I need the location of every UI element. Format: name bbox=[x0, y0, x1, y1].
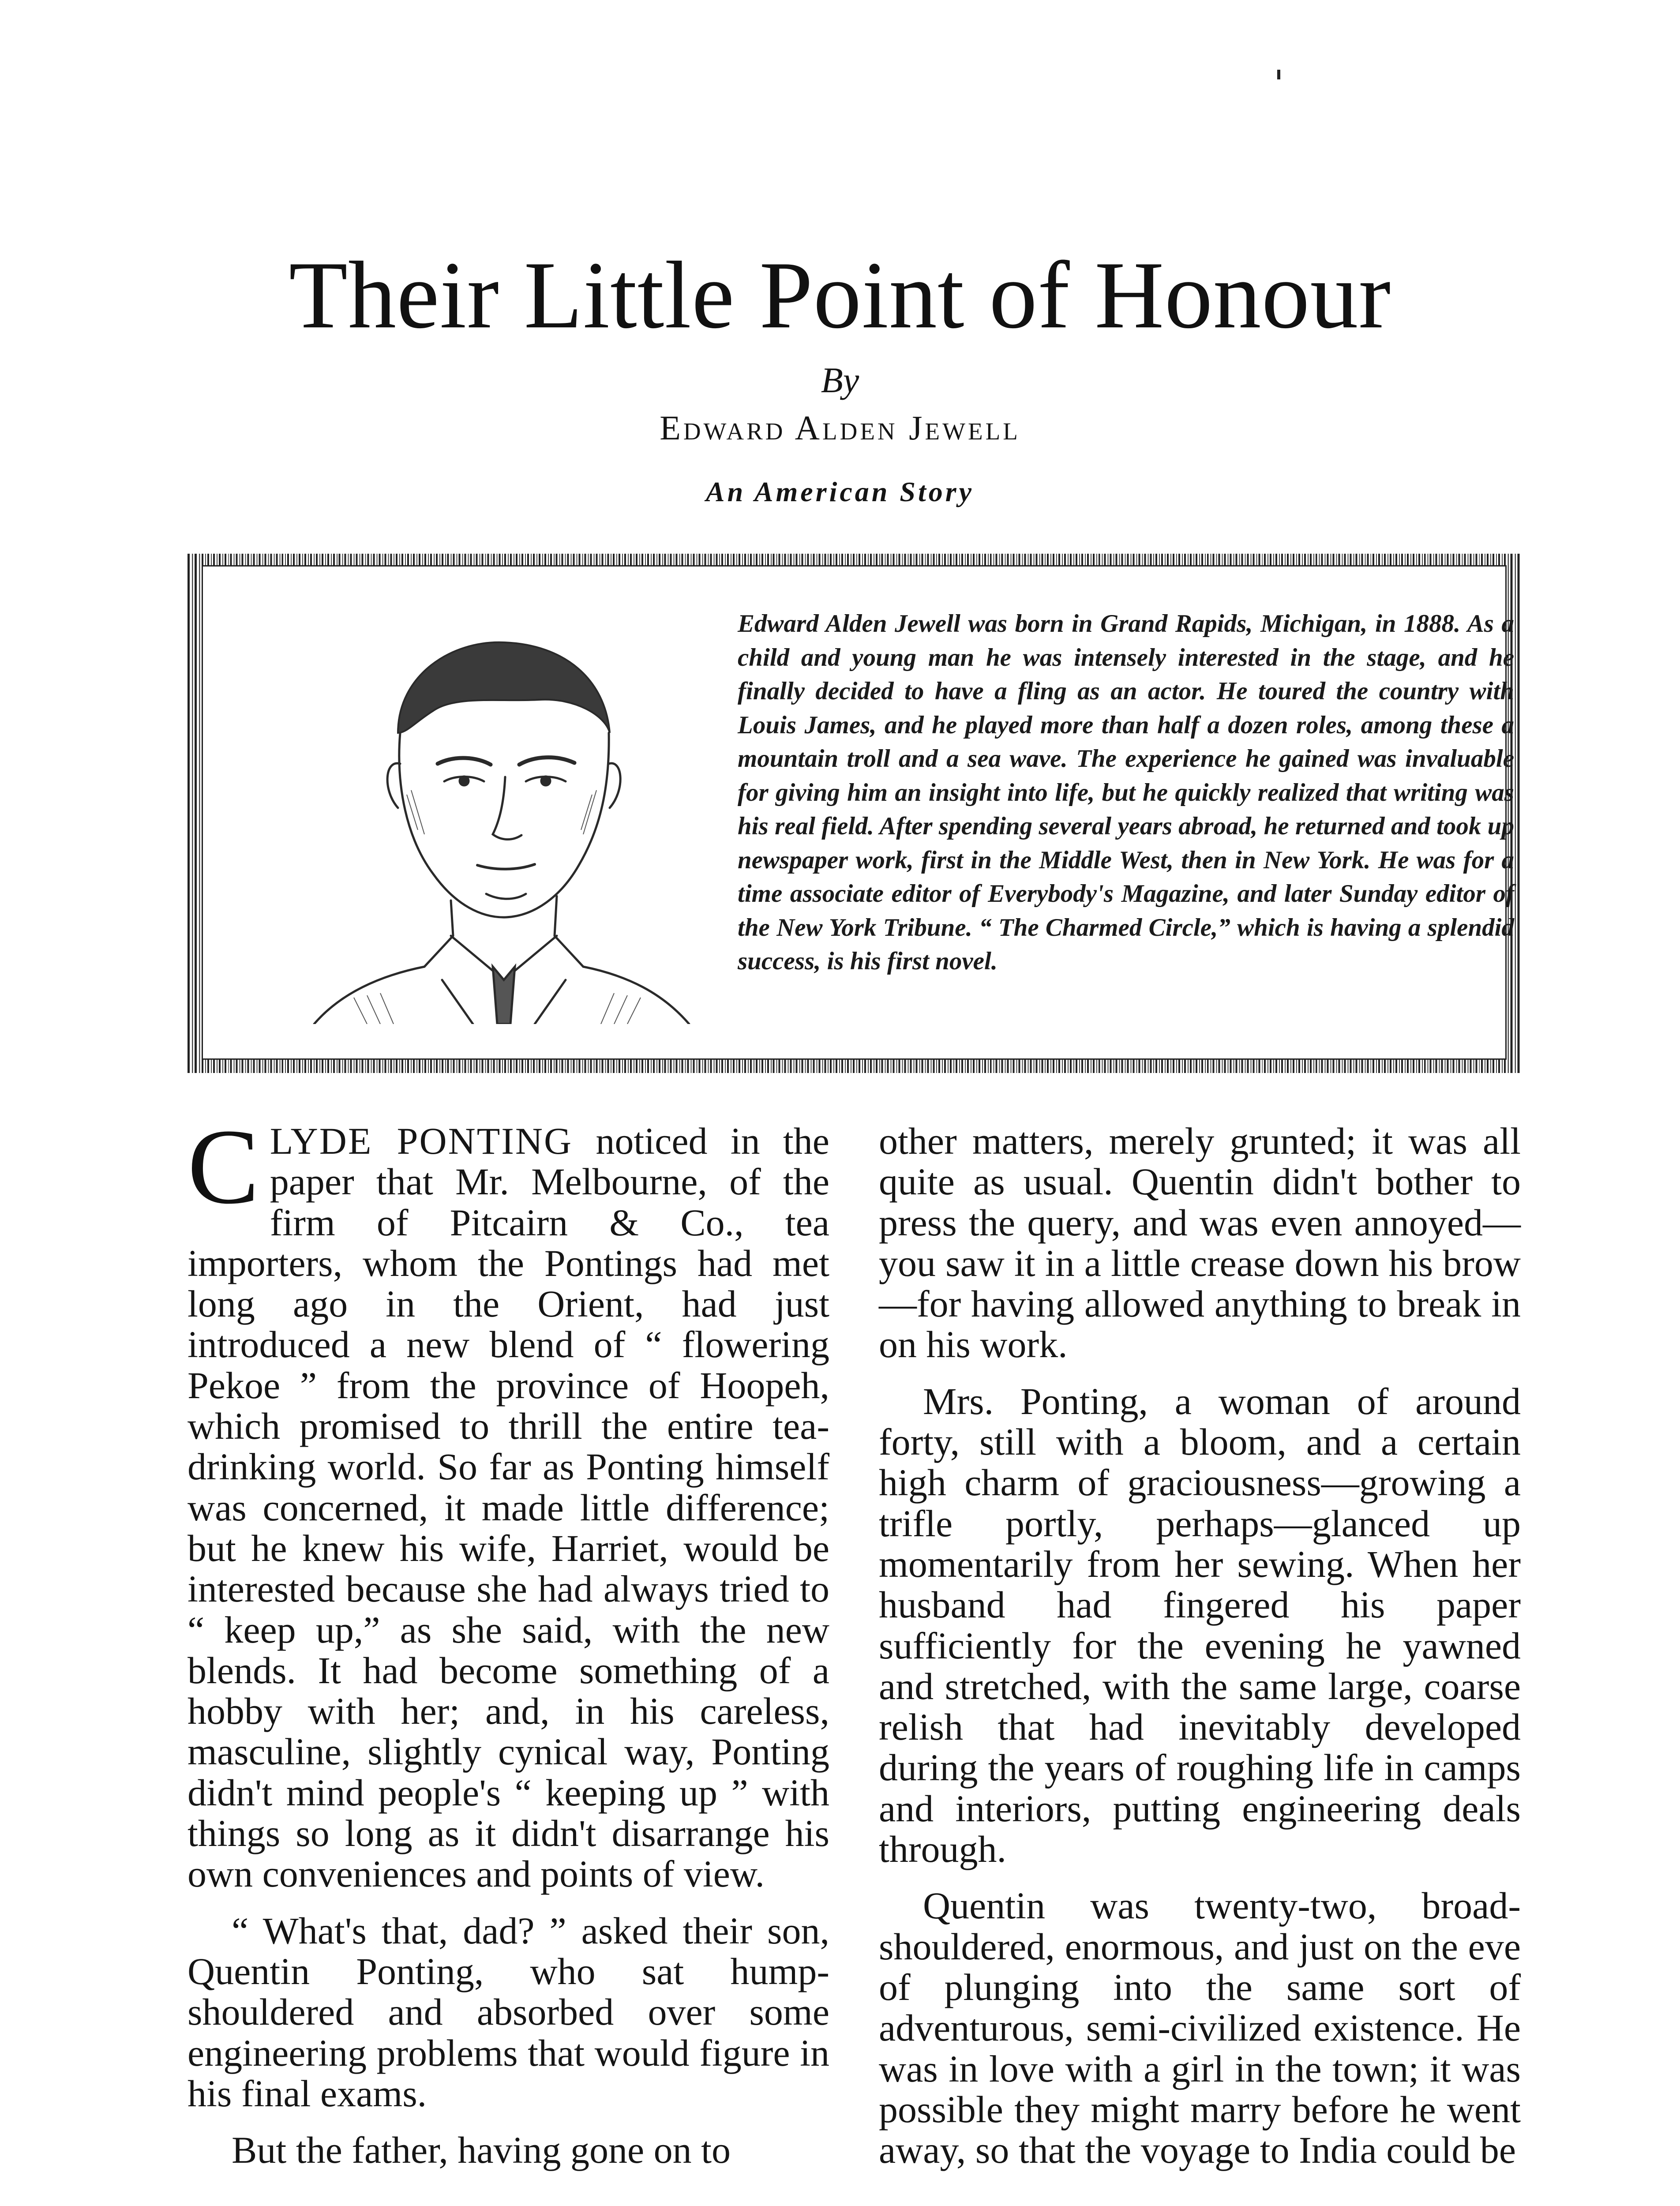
paragraph: “ What's that, dad? ” asked their son, Quentin Ponting, who sat hump-shouldered and absorbed over some engineering problems that would figure in his final exams. bbox=[188, 1909, 829, 2115]
paragraph: Quentin was twenty-two, broad-shouldered, enormous, and just on the eve of plunging into the same sort of adventurous, semi-civilized existence. He was in love with a girl in the town; it was possible they might marry before he went away, so that the voyage to India could be bbox=[879, 1884, 1521, 2172]
author-portrait-sketch bbox=[266, 600, 716, 1024]
paragraph bbox=[188, 1107, 829, 1895]
paragraph: Mrs. Ponting, a woman of around forty, still with a bloom, and a certain high charm of graciousness—growing a trifle portly, perhaps—glanced up momentarily from her sewing. When her husband had fingered his paper sufficiently for the evening he yawned and stretched, with the same large, coarse relish that had inevitably developed during the years of roughing life in camps and interiors, putting engineering deals through. bbox=[879, 1380, 1521, 1871]
author-biography: Edward Alden Jewell was born in Grand Rapids, Michigan, in 1888. As a child and young man he was intensely interested in the stage, and he finally decided to have a fling as an actor. He toured the country with Louis James, and he played more than half a dozen roles, among these a mountain troll and a sea wave. The experience he gained was invaluable for giving him an insight into life, but he quickly realized that writing was his real field. After spending several years abroad, he returned and took up newspaper work, first in the Middle West, then in New York. He was for a time associate editor of Everybody's Magazine, and later Sunday editor of the New York Tribune. “ The Charmed Circle,” which is having a splendid success, is his first novel. bbox=[738, 610, 1514, 975]
paragraph: But the father, having gone on to bbox=[232, 2129, 731, 2172]
story-subtitle: An American Story bbox=[705, 476, 975, 507]
author-name: Edward Alden Jewell bbox=[660, 409, 1020, 447]
paragraph: other matters, merely grunted; it was all quite as usual. Quentin didn't bother to press the query, and was even annoyed—you saw it in a little crease down his brow—for having allowed anything to break in on his work. bbox=[879, 1120, 1521, 1366]
left-column bbox=[188, 1107, 829, 2172]
opening-caps: LYDE PONTING bbox=[270, 1120, 573, 1162]
paragraph-text: noticed in the paper that Mr. Melbourne, of the firm of Pitcairn & Co., tea importers, whom the Pontings had met long ago in the Orient, had just introduced a new blend of “ flowering Pekoe ” from the province of Hoopeh, which promised to thrill the entire tea-drinking world. So far as Ponting himself was concerned, it made little difference; but he knew his wife, Harriet, would be interested because she had always tried to “ keep up,” as she said, with the new blends. It had become something of a hobby with her; and, in his careless, masculine, slightly cynical way, Ponting didn't mind people's “ keeping up ” with things so long as it didn't disarrange his own conveniences and points of view. bbox=[188, 1120, 829, 1895]
story-title: Their Little Point of Honour bbox=[289, 242, 1391, 349]
byline: By bbox=[821, 360, 859, 400]
drop-cap: C bbox=[188, 1107, 259, 1226]
right-column bbox=[879, 1121, 1521, 2170]
author-bio-box bbox=[188, 554, 1521, 1073]
print-speck bbox=[1277, 70, 1280, 79]
